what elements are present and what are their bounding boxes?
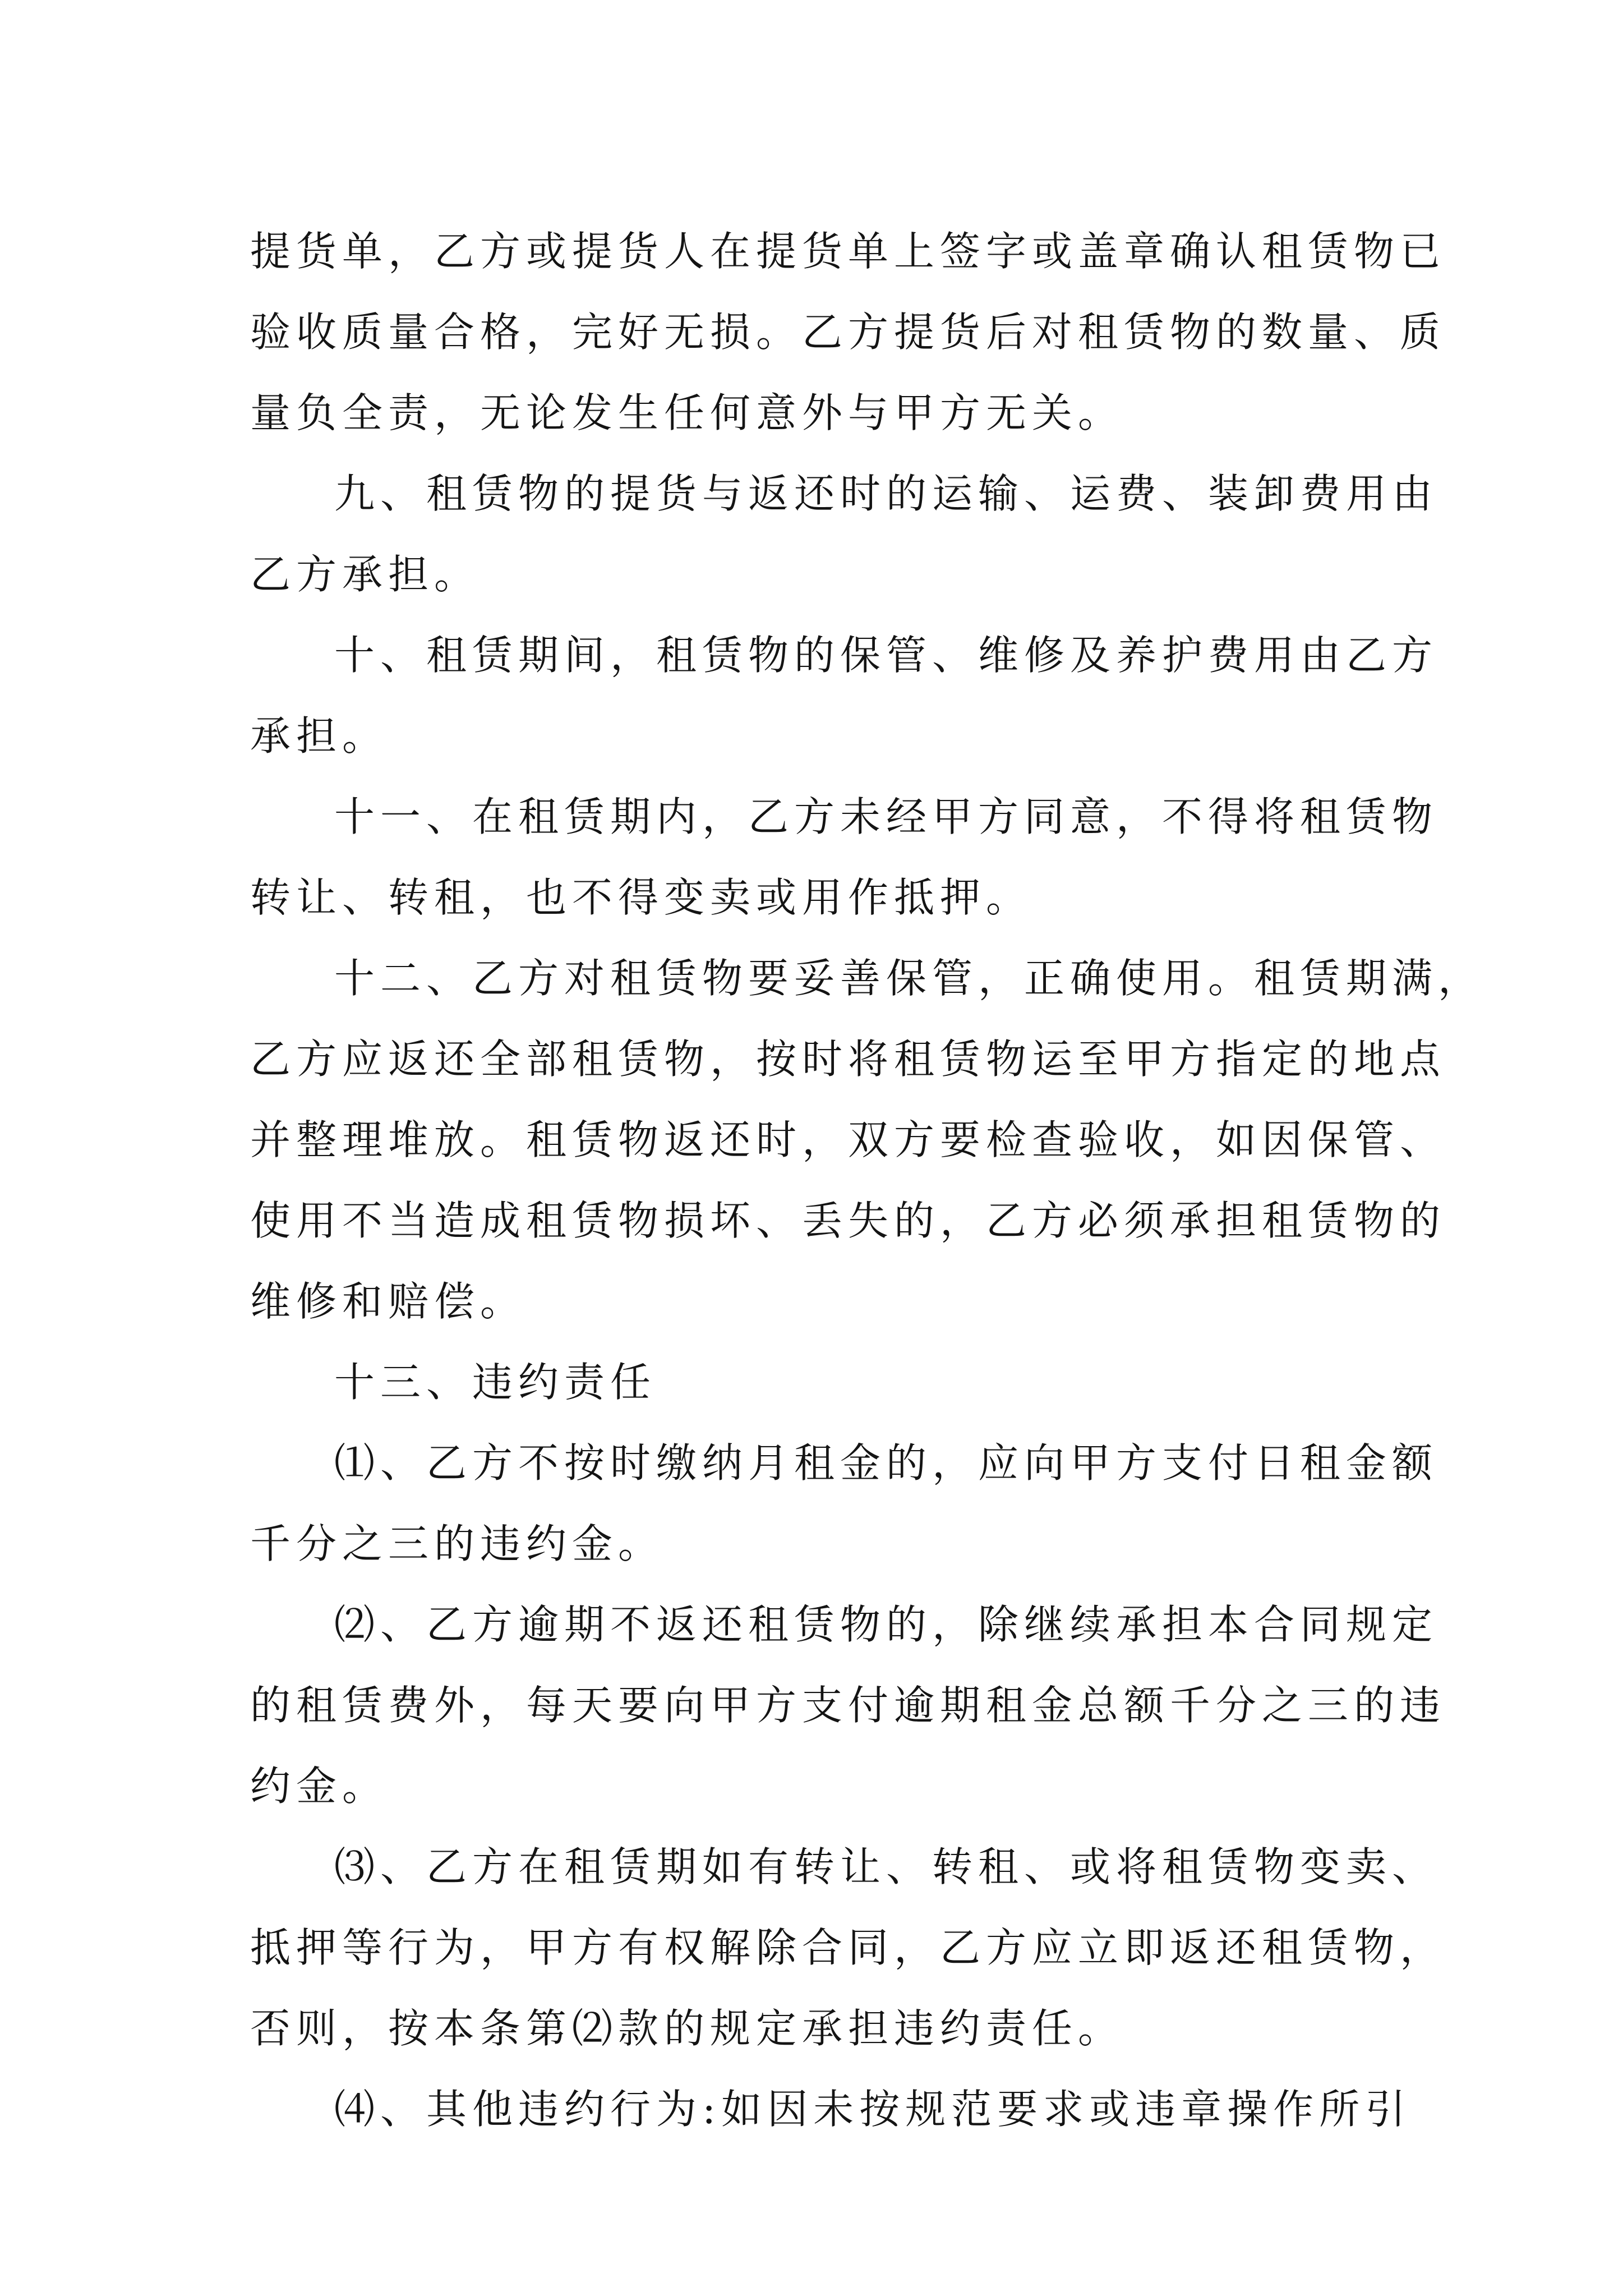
clause-12-line: 十二、乙方对租赁物要妥善保管，正确使用。租赁期满， [334,955,1484,1002]
text-line: 抵押等行为，甲方有权解除合同，乙方应立即返还租赁物， [250,1924,1446,1971]
text-line: 并整理堆放。租赁物返还时，双方要检查验收，如因保管、 [250,1116,1446,1163]
text-line: 验收质量合格，完好无损。乙方提货后对租赁物的数量、质 [250,309,1446,356]
sub-clause-2-line: ⑵、乙方逾期不返还租赁物的，除继续承担本合同规定 [334,1601,1438,1648]
text-line: 的租赁费外，每天要向甲方支付逾期租金总额千分之三的违 [250,1682,1446,1729]
sub-clause-1-line: ⑴、乙方不按时缴纳月租金的，应向甲方支付日租金额 [334,1439,1438,1487]
clause-13-heading: 十三、违约责任 [334,1359,657,1406]
text-line: 约金。 [250,1763,389,1810]
contract-body-text [250,211,1484,2150]
clause-11-line: 十一、在租赁期内，乙方未经甲方同意，不得将租赁物 [334,793,1438,840]
text-line: 提货单，乙方或提货人在提货单上签字或盖章确认租赁物已 [250,228,1446,275]
clause-9-line: 九、租赁物的提货与返还时的运输、运费、装卸费用由 [334,470,1438,517]
sub-clause-3-line: ⑶、乙方在租赁期如有转让、转租、或将租赁物变卖、 [334,1843,1438,1890]
text-line: 转让、转租，也不得变卖或用作抵押。 [250,874,1032,921]
clause-10-line: 十、租赁期间，租赁物的保管、维修及养护费用由乙方 [334,632,1438,679]
text-line: 千分之三的违约金。 [250,1520,665,1567]
text-line: 承担。 [250,712,389,760]
text-line: 否则，按本条第⑵款的规定承担违约责任。 [250,2005,1124,2052]
text-line: 维修和赔偿。 [250,1278,527,1325]
sub-clause-4-line: ⑷、其他违约行为:如因未按规范要求或违章操作所引 [334,2086,1412,2133]
text-line: 量负全责，无论发生任何意外与甲方无关。 [250,389,1124,436]
text-line: 使用不当造成租赁物损坏、丢失的，乙方必须承担租赁物的 [250,1197,1446,1244]
text-line: 乙方承担。 [250,551,481,598]
text-line: 乙方应返还全部租赁物，按时将租赁物运至甲方指定的地点 [250,1036,1446,1083]
